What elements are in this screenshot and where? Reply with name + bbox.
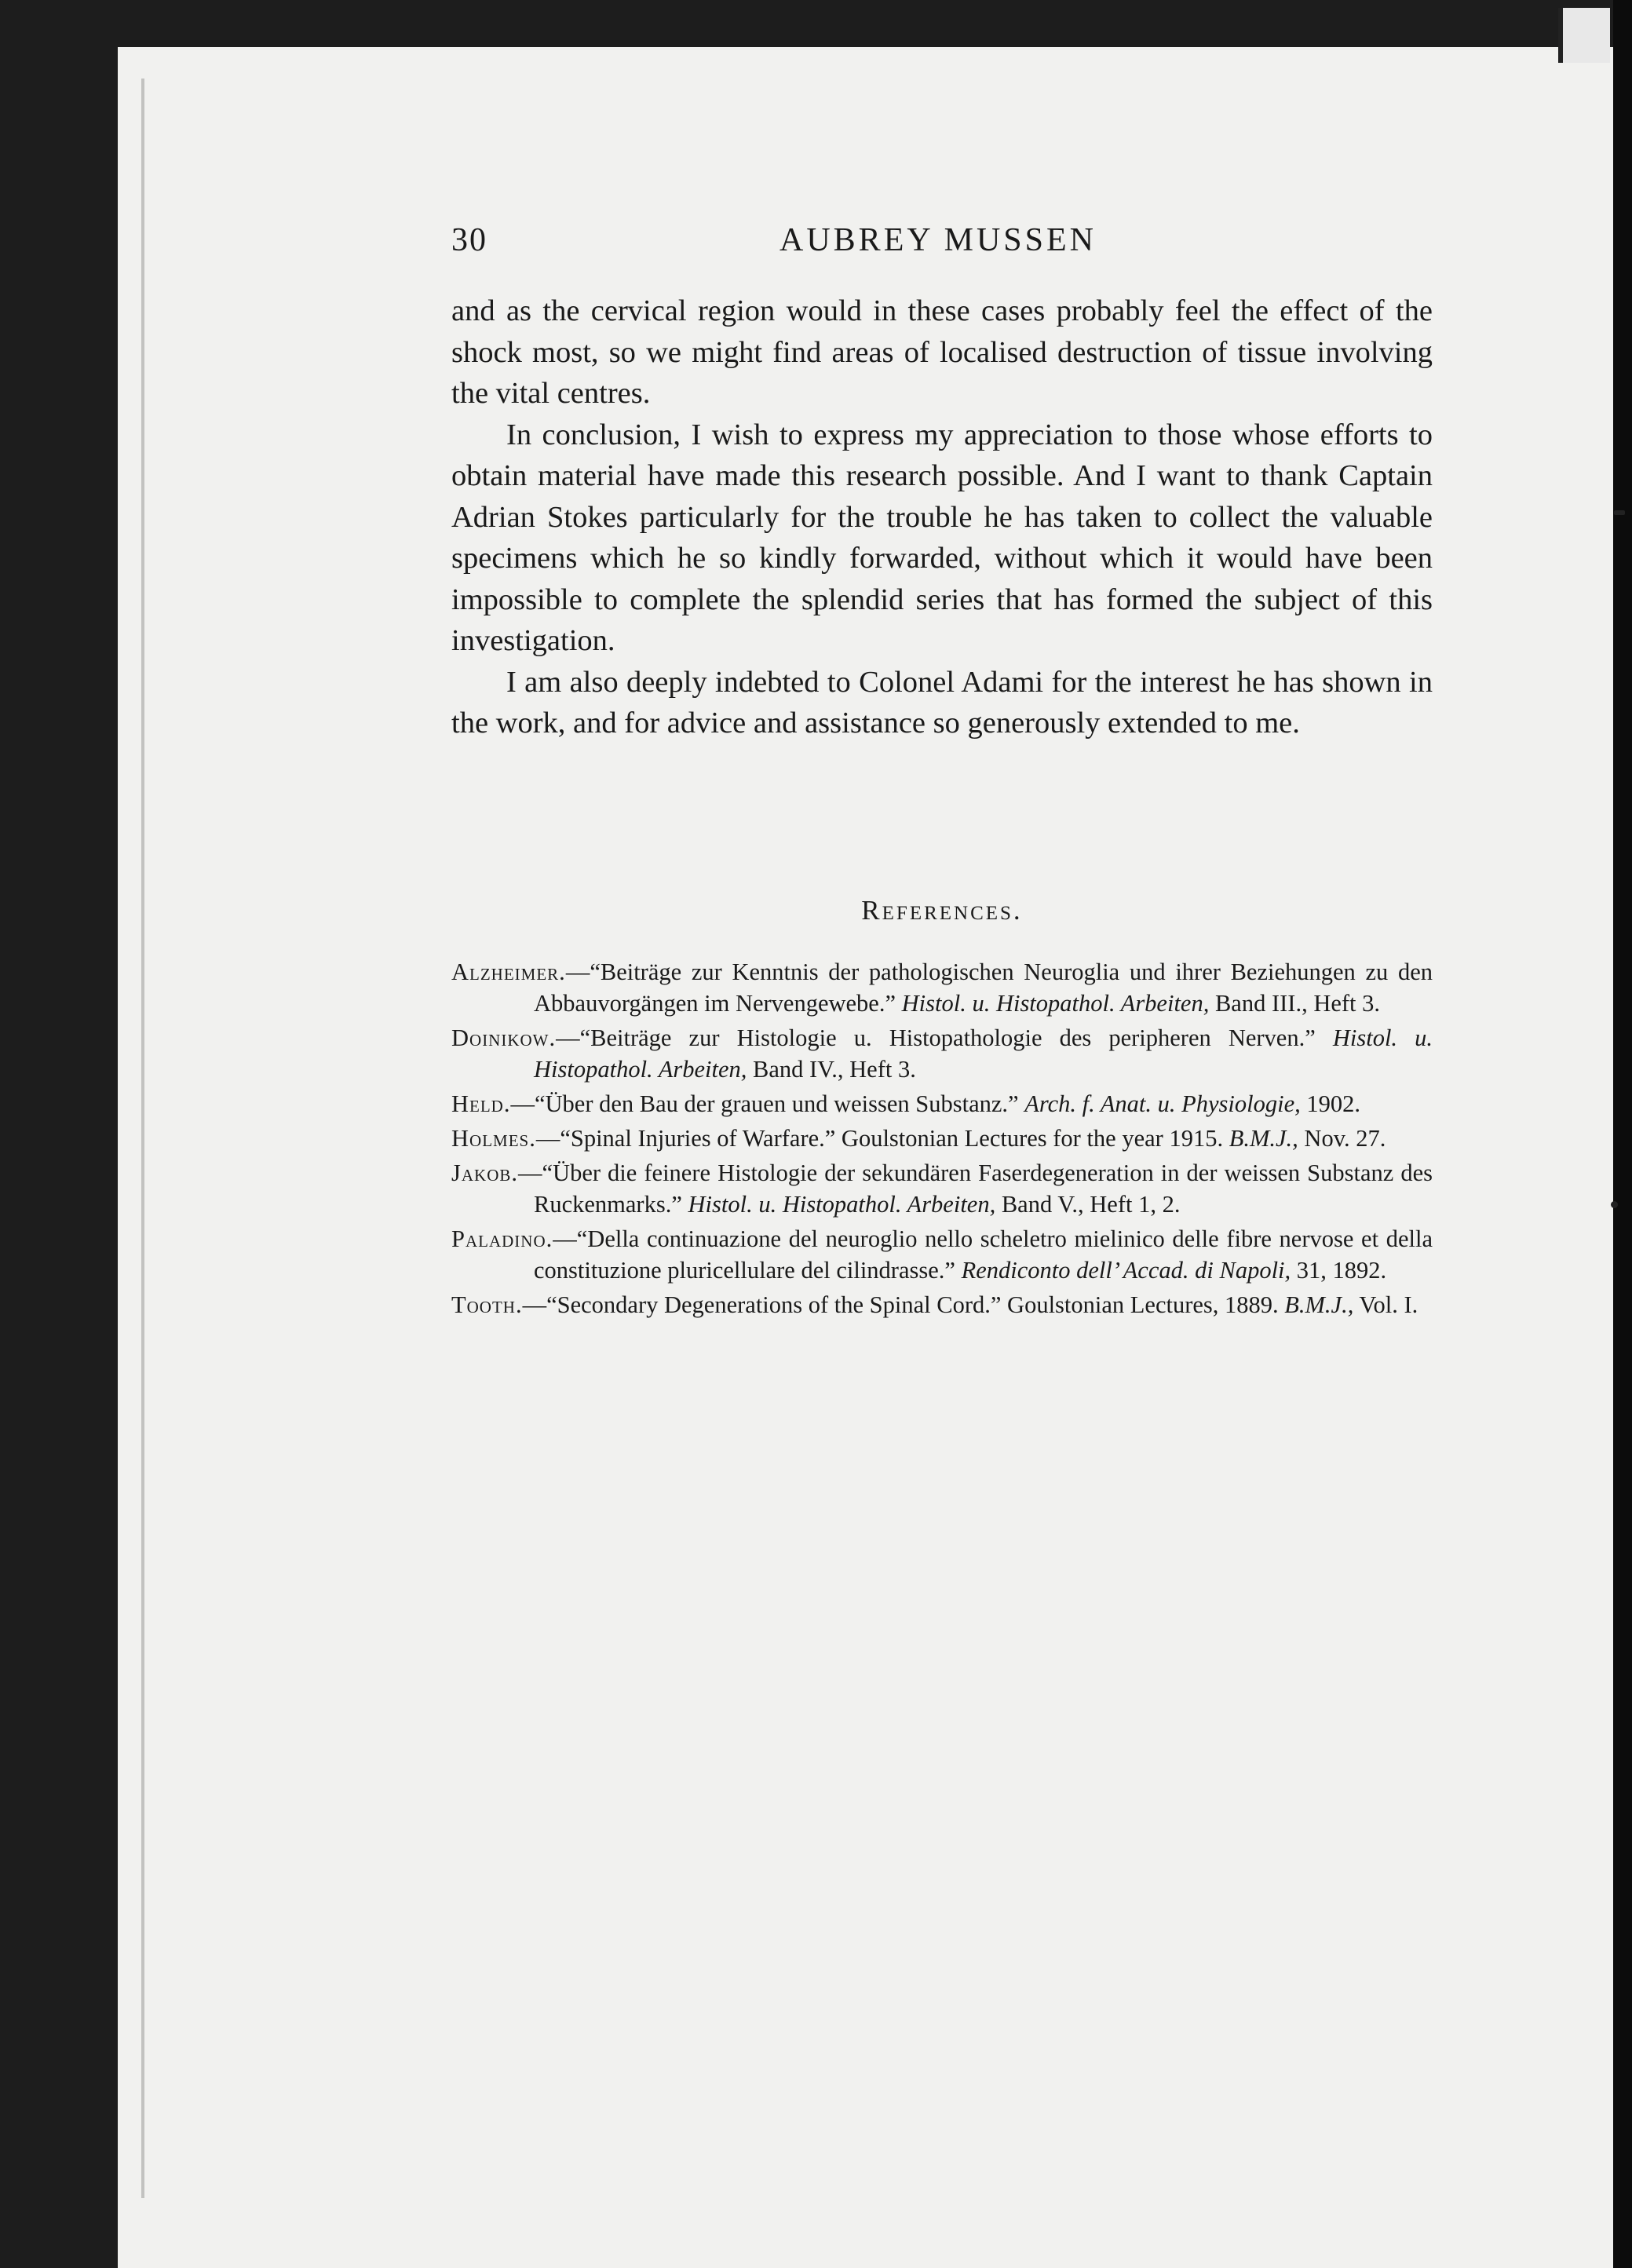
reference-author: Held. bbox=[451, 1090, 511, 1117]
reference-item bbox=[451, 956, 1433, 1019]
reference-title: —“Beiträge zur Kenntnis der pathologischen Neuroglia und ihrer Beziehungen zu den Abbauvorgängen im Nervengewebe.” bbox=[534, 959, 1433, 1017]
reference-item bbox=[451, 1223, 1433, 1286]
reference-details: Band III., Heft 3. bbox=[1214, 990, 1381, 1017]
reference-author: Doinikow. bbox=[451, 1024, 557, 1051]
reference-journal: Histol. u. Histopathol. Arbeiten, bbox=[901, 990, 1210, 1017]
reference-author: Jakob. bbox=[451, 1160, 518, 1186]
reference-journal: Rendiconto dell’ Accad. di Napoli, bbox=[961, 1257, 1291, 1284]
reference-journal: B.M.J., bbox=[1284, 1291, 1354, 1318]
reference-title: —“Secondary Degenerations of the Spinal Cord.” Goulstonian Lectures, 1889. bbox=[522, 1291, 1279, 1318]
references-heading: References. bbox=[861, 895, 1023, 926]
reference-item bbox=[451, 1022, 1433, 1085]
body-text bbox=[451, 290, 1433, 744]
reference-author: Paladino. bbox=[451, 1225, 553, 1252]
reference-title: —“Spinal Injuries of Warfare.” Goulstonian Lectures for the year 1915. bbox=[535, 1125, 1224, 1152]
page-number: 30 bbox=[451, 222, 487, 258]
paragraph: and as the cervical region would in these cases probably feel the effect of the shock most, so we might find areas of localised destruction of tissue involving the vital centres. bbox=[451, 294, 1433, 410]
references-list bbox=[451, 956, 1433, 1324]
reference-details: Nov. 27. bbox=[1304, 1125, 1386, 1152]
page-binding-edge bbox=[141, 79, 144, 2198]
scan-corner-mark bbox=[1558, 8, 1610, 63]
reference-details: 31, 1892. bbox=[1296, 1257, 1387, 1284]
scan-speck bbox=[1614, 510, 1625, 515]
reference-item bbox=[451, 1157, 1433, 1220]
running-head: AUBREY MUSSEN bbox=[779, 222, 1097, 258]
reference-journal: Arch. f. Anat. u. Physiologie, bbox=[1024, 1090, 1301, 1117]
reference-details: Band IV., Heft 3. bbox=[753, 1056, 916, 1083]
reference-title: —“Della continuazione del neuroglio nello scheletro mielinico delle fibre nervose et della constituzione pluricellulare del cilindrasse.” bbox=[534, 1225, 1433, 1284]
scan-border bbox=[1613, 0, 1632, 2268]
reference-title: —“Beiträge zur Histologie u. Histopathologie des peripheren Nerven.” bbox=[556, 1024, 1316, 1051]
scan-speck bbox=[1611, 1201, 1618, 1208]
reference-item bbox=[451, 1289, 1433, 1320]
reference-details: Band V., Heft 1, 2. bbox=[1001, 1191, 1181, 1218]
reference-item bbox=[451, 1123, 1433, 1154]
reference-author: Tooth. bbox=[451, 1291, 523, 1318]
reference-journal: B.M.J., bbox=[1229, 1125, 1298, 1152]
reference-journal: Histol. u. Histopathol. Arbeiten, bbox=[688, 1191, 996, 1218]
reference-details: Vol. I. bbox=[1359, 1291, 1418, 1318]
reference-journal: Histol. u. Histopathol. Arbeiten, bbox=[534, 1024, 1433, 1083]
reference-author: Holmes. bbox=[451, 1125, 536, 1152]
reference-item bbox=[451, 1088, 1433, 1119]
reference-author: Alzheimer. bbox=[451, 959, 566, 985]
paragraph: In conclusion, I wish to express my appreciation to those whose efforts to obtain material have made this research possible. And I want to thank Captain Adrian Stokes particularly for the trouble he has taken to collect the valuable specimens which he so kindly forwarded, without which it would have been impossible to complete the splendid series that has formed the subject of this investigation. bbox=[451, 418, 1433, 657]
page-header bbox=[451, 221, 1433, 261]
reference-details: 1902. bbox=[1306, 1090, 1361, 1117]
reference-title: —“Über die feinere Histologie der sekundären Faserdegeneration in der weissen Substanz des Ruckenmarks.” bbox=[518, 1160, 1433, 1218]
paragraph: I am also deeply indebted to Colonel Adami for the interest he has shown in the work, and for advice and assistance so generously extended to me. bbox=[451, 665, 1433, 740]
reference-title: —“Über den Bau der grauen und weissen Substanz.” bbox=[510, 1090, 1019, 1117]
